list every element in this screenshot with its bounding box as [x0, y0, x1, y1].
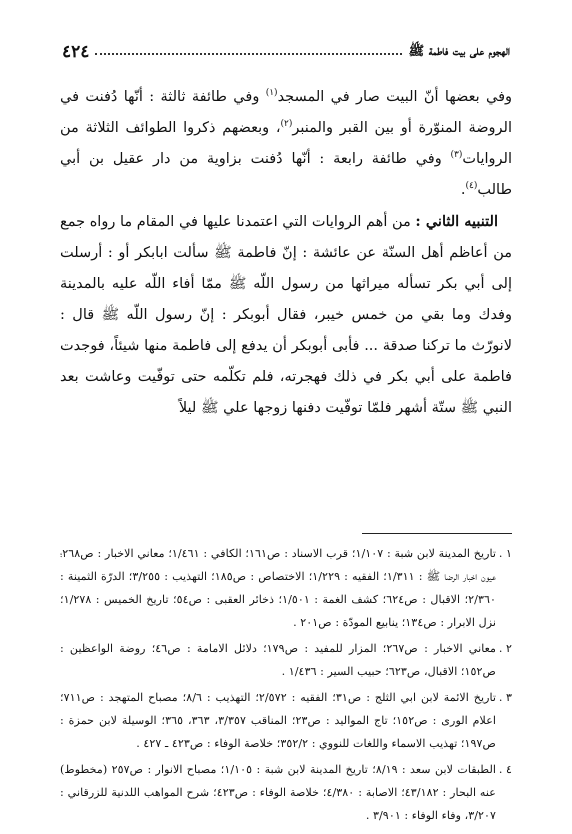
para1-c: ، وبعضهم ذكروا الطوائف الثلاثة من الروايات: [60, 120, 512, 167]
footnote-number: ١ .: [498, 547, 512, 560]
footnote-text: معاني الاخبار : ص٢٦٧؛ المزار للمفيد : ص١٧٩؛ دلائل الامامة : ص٤٦؛ روضة الواعظين : ص١٥٢؛ الاقبال، ص٦٢٣؛ حبيب السير : ١/٤٣٦ .: [60, 642, 497, 678]
footnote-number: ٤ .: [498, 763, 512, 776]
para1-a: وفي بعضها أنّ البيت صار في المسجد: [277, 89, 512, 105]
footnote-text: تاريخ الائمة لابن ابي الثلج : ص٣١؛ الفقيه : ٢/٥٧٢؛ التهذيب : ٨/٦؛ مصباح المتهجد : ص٧١١؛ اعلام الورى : ص١٥٢؛ تاج المواليد : ص٢٣؛ المناقب ٣/٣٥٧، ٣٦٣، ٣٦٥؛ الوسيلة لابن حمزة : ص١٩٧؛ تهذيب الاسماء واللغات للنووي : ٣٥٢/٢؛ خلاصة الوفاء : ص٤٢٣ ـ ٤٢٧ .: [60, 691, 497, 750]
dotted-leader: [95, 53, 402, 55]
footnote-text: تاريخ المدينة لابن شبة : ١/١٠٧؛ قرب الاسناد : ص١٦١؛ الكافي : ١/٤٦١؛ معاني الاخبار : ص٢٦٨؛ عيون اخبار الرضا ﷺ : ١/٣١١؛ الفقيه : ١/٢٢٩؛ الاختصاص : ص١٨٥؛ التهذيب : ٣/٢٥٥؛ الدرّة الثمينة : ٢/٣٦٠؛ الاقبال : ص٦٢٤؛ كشف الغمة : ١/٥٠١؛ ذخائر العقبى : ص٥٤؛ تاريخ الخميس : ١/٢٧٨؛ نزل الابرار : ص١٣٤؛ ينابيع المودّة : ص٢٠١ .: [60, 547, 496, 629]
footnote-item: [60, 686, 512, 755]
para1-e: .: [460, 182, 466, 198]
chapter-title: الهجوم على بيت فاطمة ﷺ: [408, 43, 510, 59]
page-number: ٤٢٤: [62, 42, 90, 62]
paragraph-2: [60, 206, 512, 424]
main-text: [60, 82, 512, 424]
footnote-ref-2[interactable]: (٢): [280, 119, 293, 130]
footnote-number: ٢ .: [498, 642, 512, 655]
footnote-ref-1[interactable]: (١): [265, 88, 278, 99]
footnotes: [60, 542, 512, 830]
paragraph-1: [60, 82, 512, 206]
footnote-item: [60, 758, 512, 827]
footnote-item: [60, 542, 512, 634]
footnote-ref-3[interactable]: (٣): [450, 150, 463, 161]
second-note-label: التنبيه الثاني :: [415, 213, 498, 230]
footnote-ref-4[interactable]: (٤): [465, 181, 478, 192]
footnote-text: الطبقات لابن سعد : ٨/١٩؛ تاريخ المدينة لابن شبة : ١/١٠٥؛ مصباح الانوار : ص٢٥٧ (مخطوط) عنه البحار : ٤٣/١٨٢؛ الاصابة : ٤/٣٨٠؛ خلاصة الوفاء : ص٤٢٣؛ شرح المواهب اللدنية للزرقاني : ٣/٢٠٧، وفاء الوفاء : ٣/٩٠١ .: [60, 763, 496, 822]
para2-text: من أهم الروايات التي اعتمدنا عليها في المقام ما رواه جمع من أعاظم أهل السنّة عن عائشة : إنّ فاطمة ﷺ سألت ابابكر أو : أرسلت إلى أبي بكر تسأله ميراثها من رسول اللّه ﷺ ممّا أفاء اللّه عليه بالمدينة وفدك وما بقي من خمس خيبر، فقال أبوبكر : إنّ رسول اللّه ﷺ قال : لانورّث ما تركنا صدقة ... فأبى أبوبكر أن يدفع إلى فاطمة منها شيئاً، فوجدت فاطمة على أبي بكر في ذلك فهجرته، فلم تكلّمه حتى توفّيت وعاشت بعد النبي ﷺ ستّة أشهر فلمّا توفّيت دفنها زوجها علي ﷺ ليلاً: [60, 214, 512, 416]
footnote-item: [60, 637, 512, 683]
running-header: [62, 40, 510, 64]
footnote-separator: [362, 533, 512, 534]
footnote-number: ٣ .: [498, 691, 512, 704]
para1-b: وفي طائفة ثالثة : أنّها دُفنت في الروضة المنوّرة أو بين القبر والمنبر: [60, 89, 512, 136]
para1-d: وفي طائفة رابعة : أنّها دُفنت بزاوية من دار عقيل بن أبي طالب: [60, 151, 512, 198]
